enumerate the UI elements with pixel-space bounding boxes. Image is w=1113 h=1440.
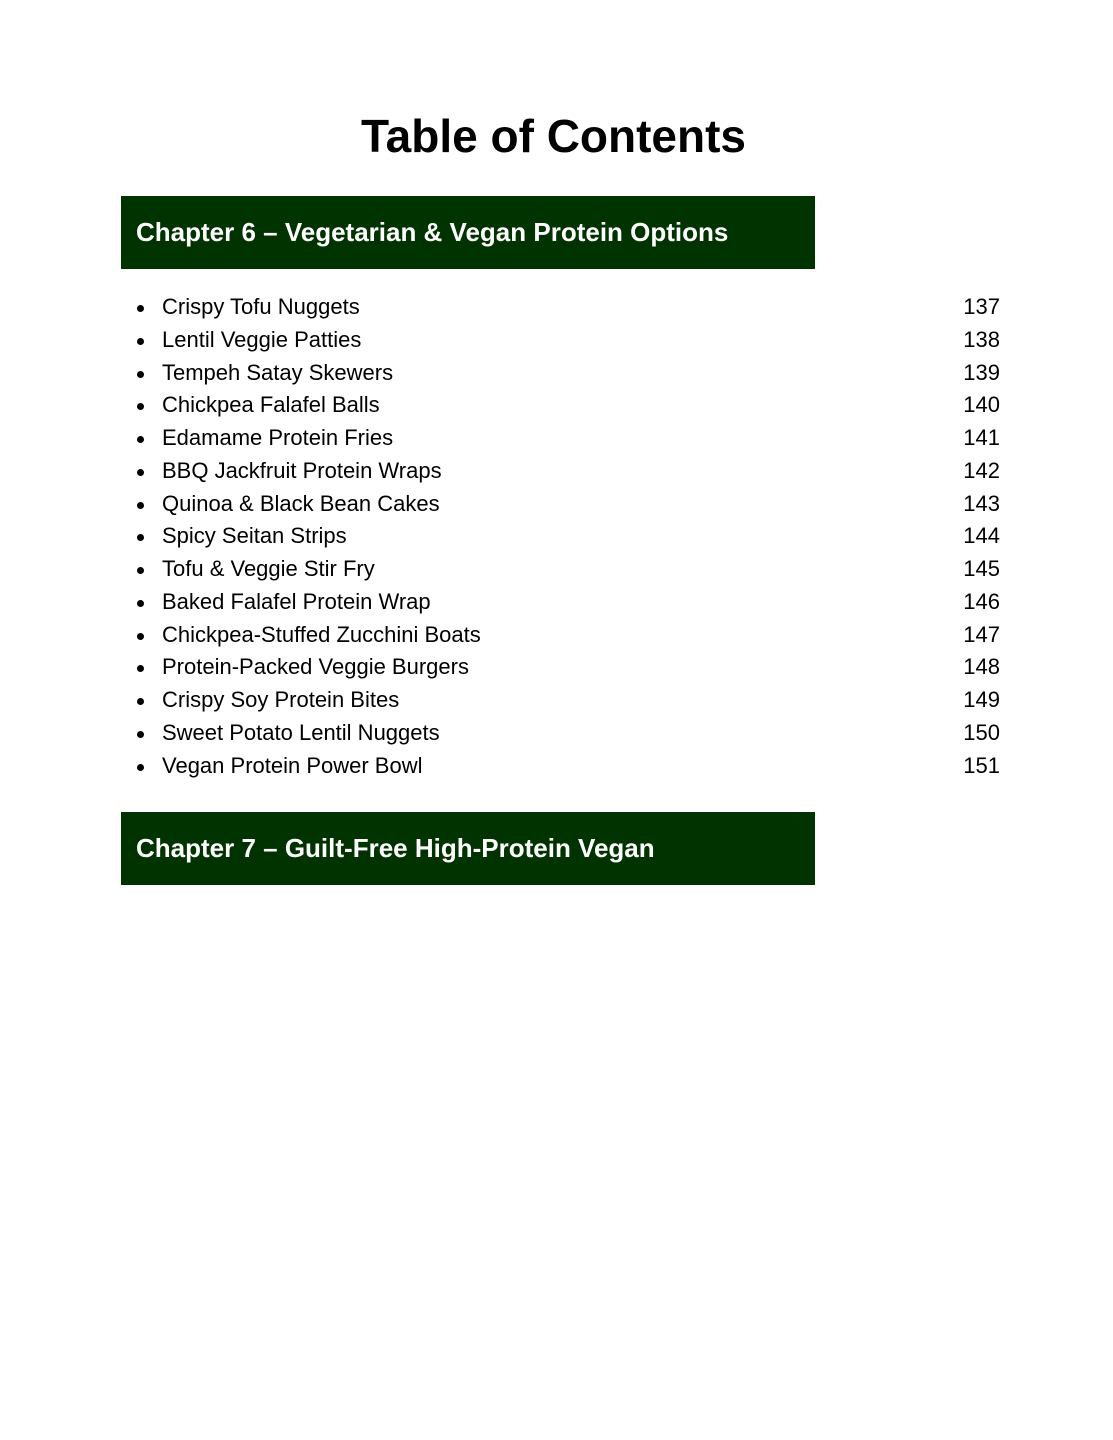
toc-entry-title: Crispy Soy Protein Bites: [162, 687, 400, 712]
chapter-6-toc-list: [0, 291, 1113, 782]
toc-entry-page: 140: [963, 392, 1000, 418]
bullet-icon: [137, 764, 144, 771]
toc-entry-title: Edamame Protein Fries: [162, 425, 394, 450]
toc-entry-title: Vegan Protein Power Bowl: [162, 752, 423, 778]
bullet-icon: [137, 665, 144, 672]
toc-entry-title: Quinoa & Black Bean Cakes: [162, 490, 440, 516]
toc-entry[interactable]: [0, 291, 1113, 324]
bullet-icon: [137, 698, 144, 705]
toc-entry-page: 148: [963, 654, 1000, 680]
toc-entry[interactable]: [0, 586, 1113, 619]
bullet-icon: [137, 600, 144, 607]
toc-entry-page: 147: [963, 621, 1000, 647]
toc-entry[interactable]: [0, 455, 1113, 488]
toc-entry[interactable]: [0, 357, 1113, 390]
bullet-icon: [137, 567, 144, 574]
bullet-icon: [137, 403, 144, 410]
toc-entry-title: Chickpea-Stuffed Zucchini Boats: [162, 621, 481, 647]
toc-entry-title: Spicy Seitan Strips: [162, 523, 347, 549]
chapter-6-heading: Chapter 6 – Vegetarian & Vegan Protein Options: [121, 196, 815, 269]
toc-entry[interactable]: [0, 488, 1113, 521]
toc-entry-title: Crispy Tofu Nuggets: [162, 294, 360, 319]
toc-entry-page: 150: [963, 719, 1000, 745]
toc-entry-page: 139: [963, 359, 1000, 385]
toc-entry-page: 144: [963, 523, 1000, 549]
toc-entry[interactable]: [0, 619, 1113, 652]
bullet-icon: [137, 371, 144, 378]
page-title: Table of Contents: [360, 110, 747, 162]
toc-entry-page: 143: [963, 490, 1000, 516]
toc-entry-title: Lentil Veggie Patties: [162, 326, 362, 352]
toc-entry[interactable]: [0, 324, 1113, 357]
bullet-icon: [137, 469, 144, 476]
toc-entry-title: Tempeh Satay Skewers: [162, 359, 394, 385]
bullet-icon: [137, 502, 144, 509]
toc-entry[interactable]: [0, 553, 1113, 586]
toc-entry-title: BBQ Jackfruit Protein Wraps: [162, 457, 442, 483]
bullet-icon: [137, 338, 144, 345]
toc-entry[interactable]: [0, 389, 1113, 422]
toc-entry-page: 138: [963, 326, 1000, 352]
toc-entry[interactable]: [0, 684, 1113, 717]
toc-entry-title: Tofu & Veggie Stir Fry: [162, 556, 375, 581]
toc-entry-page: 151: [963, 752, 1000, 778]
toc-entry-page: 141: [963, 425, 1000, 450]
toc-entry-title: Protein-Packed Veggie Burgers: [162, 654, 469, 680]
bullet-icon: [137, 633, 144, 640]
bullet-icon: [137, 731, 144, 738]
toc-entry[interactable]: [0, 750, 1113, 783]
toc-entry-page: 146: [963, 588, 1000, 614]
toc-entry-page: 142: [963, 457, 1000, 483]
toc-entry[interactable]: [0, 717, 1113, 750]
toc-entry-page: 145: [963, 556, 1000, 581]
toc-entry-page: 137: [963, 294, 1000, 319]
toc-entry-page: 149: [963, 687, 1000, 712]
toc-entry[interactable]: [0, 520, 1113, 553]
toc-entry-title: Chickpea Falafel Balls: [162, 392, 380, 418]
toc-entry-title: Sweet Potato Lentil Nuggets: [162, 719, 440, 745]
bullet-icon: [137, 305, 144, 312]
toc-entry-title: Baked Falafel Protein Wrap: [162, 588, 431, 614]
bullet-icon: [137, 436, 144, 443]
toc-entry[interactable]: [0, 422, 1113, 455]
chapter-7-heading: Chapter 7 – Guilt-Free High-Protein Vegan: [121, 812, 815, 885]
bullet-icon: [137, 534, 144, 541]
toc-entry[interactable]: [0, 651, 1113, 684]
